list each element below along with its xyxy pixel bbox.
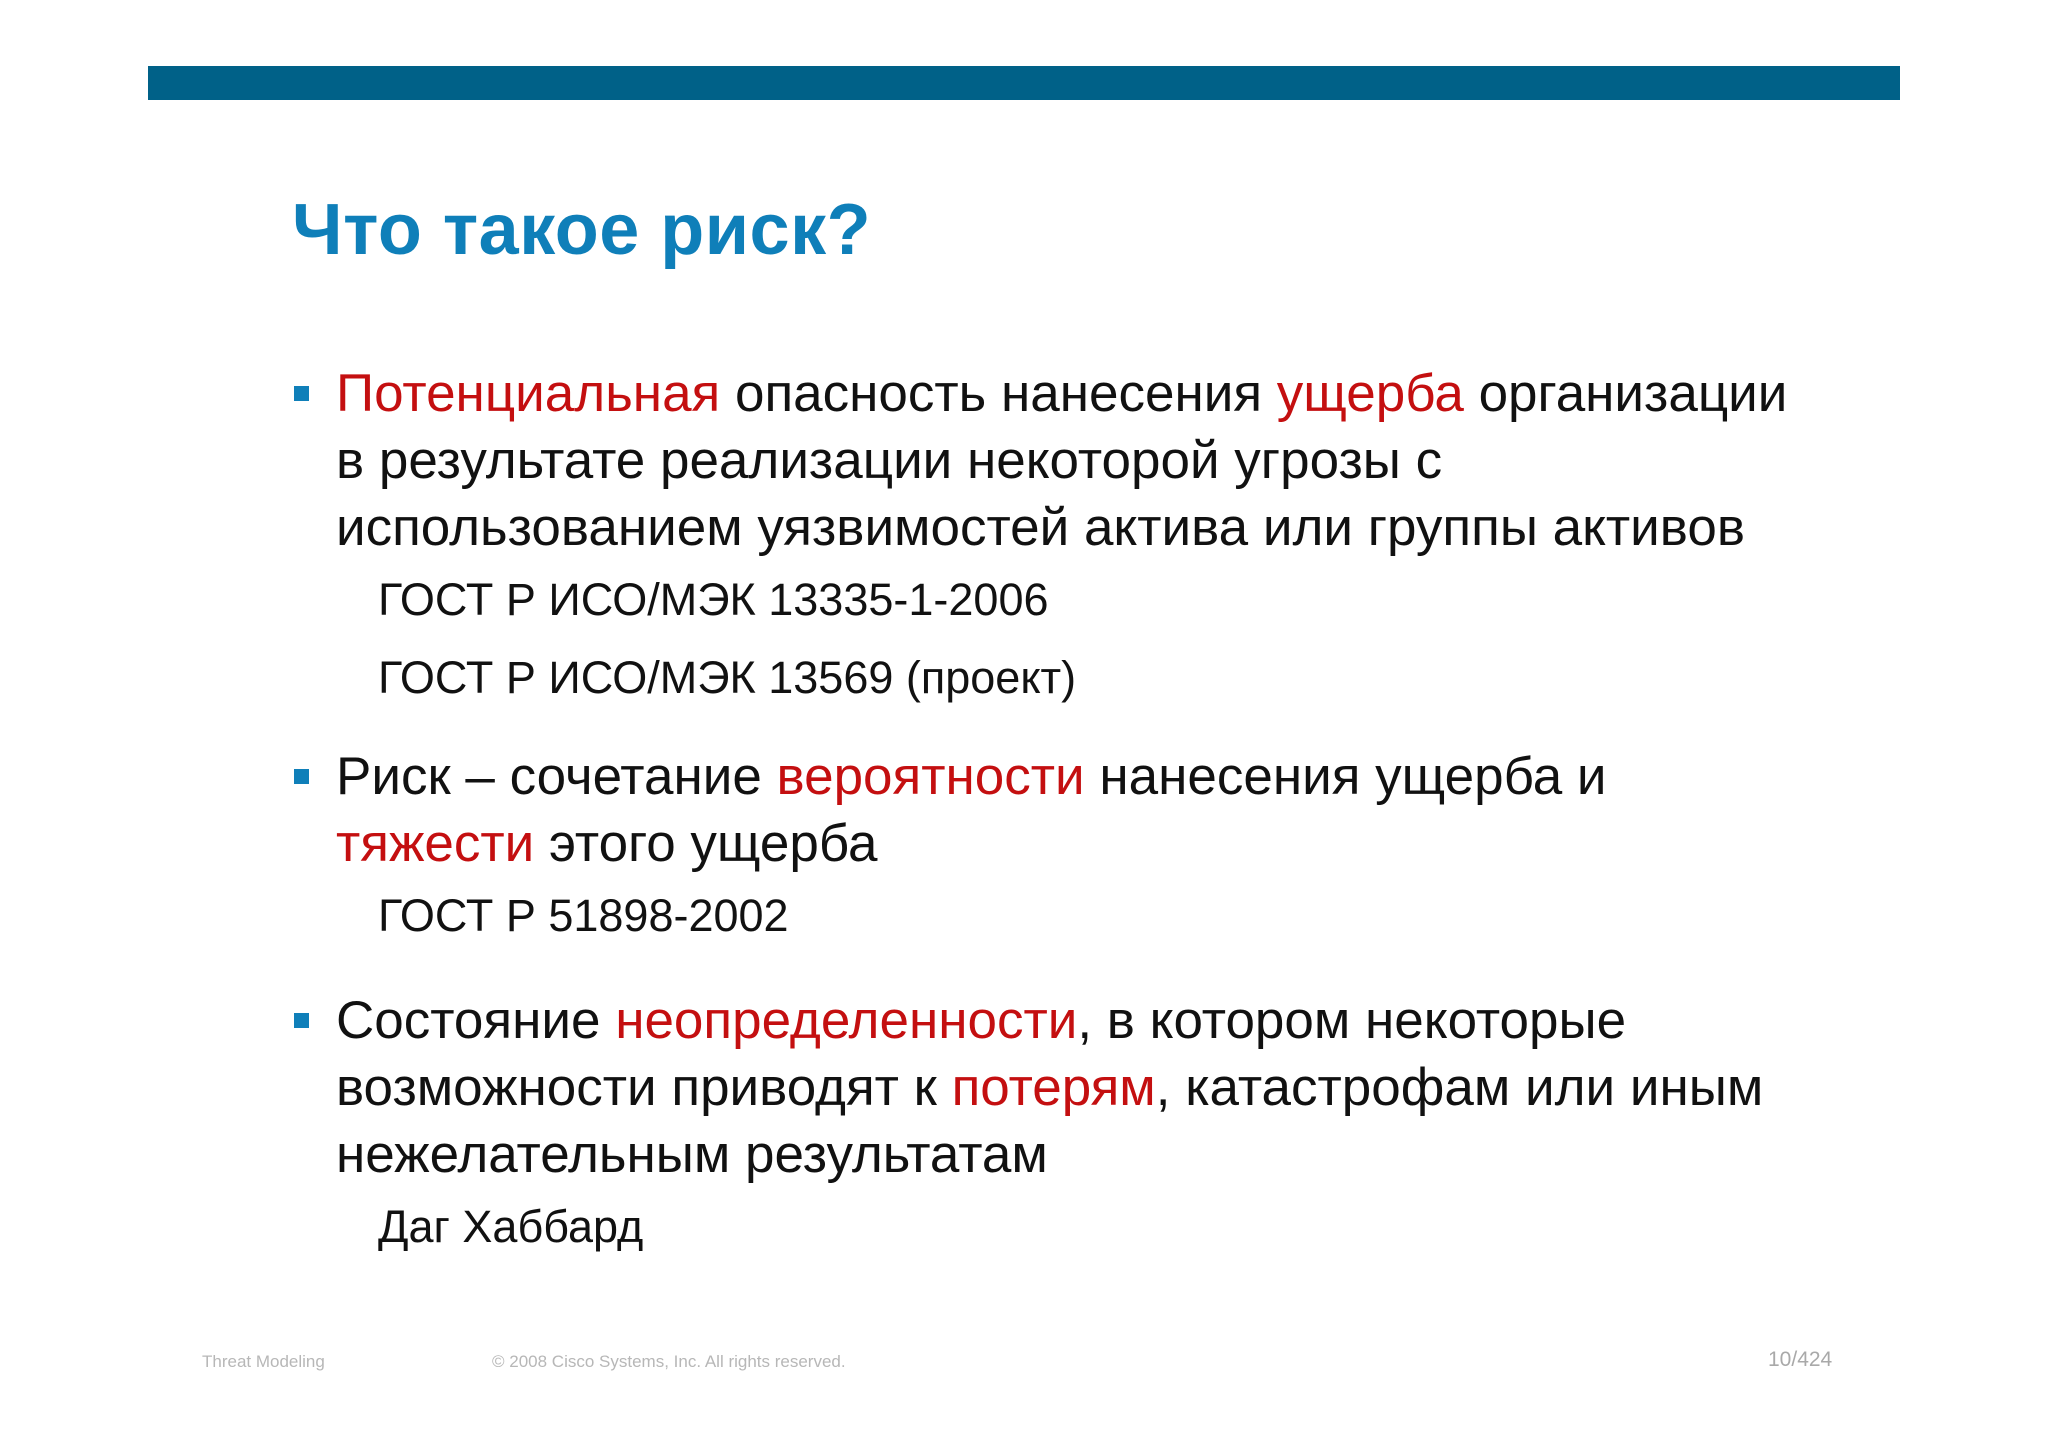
highlight-text: потерям — [951, 1058, 1156, 1117]
bullet-item-1 — [292, 360, 1792, 561]
page-number: 10/424 — [1768, 1348, 1833, 1371]
body-text: нанесения ущерба и — [1084, 747, 1607, 806]
source-citation: Даг Хаббард — [378, 1201, 644, 1252]
body-text: , в котором некоторые возможности приводят к — [336, 991, 1627, 1117]
body-text: этого ущерба — [534, 814, 878, 873]
slide-content — [292, 360, 1792, 1256]
highlight-text: тяжести — [336, 814, 535, 873]
body-text: Риск – сочетание — [336, 747, 777, 806]
bullet-square-icon — [294, 1013, 309, 1028]
source-citation: ГОСТ Р ИСО/МЭК 13569 (проект) — [378, 652, 1077, 703]
slide-title: Что такое риск? — [292, 190, 872, 270]
footer-copyright: © 2008 Cisco Systems, Inc. All rights reserved. — [492, 1352, 846, 1371]
body-text: , катастрофам или иным нежелательным результатам — [336, 1058, 1764, 1184]
bullet-item-3 — [292, 987, 1792, 1188]
top-bar — [148, 66, 1900, 100]
source-citation: ГОСТ Р 51898-2002 — [378, 890, 789, 941]
bullet-item-2 — [292, 743, 1792, 877]
highlight-text: неопределенности — [615, 991, 1078, 1050]
footer-deck-title: Threat Modeling — [202, 1352, 325, 1371]
body-text: Состояние — [336, 991, 616, 1050]
bullet-square-icon — [294, 386, 309, 401]
body-text: опасность нанесения — [720, 364, 1277, 423]
highlight-text: Потенциальная — [336, 364, 721, 423]
source-citation: ГОСТ Р ИСО/МЭК 13335-1-2006 — [378, 574, 1049, 625]
highlight-text: вероятности — [776, 747, 1085, 806]
bullet-square-icon — [294, 769, 309, 784]
body-text: организации в результате реализации некоторой угрозы с использованием уязвимостей актива или группы активов — [336, 364, 1788, 557]
highlight-text: ущерба — [1276, 364, 1464, 423]
